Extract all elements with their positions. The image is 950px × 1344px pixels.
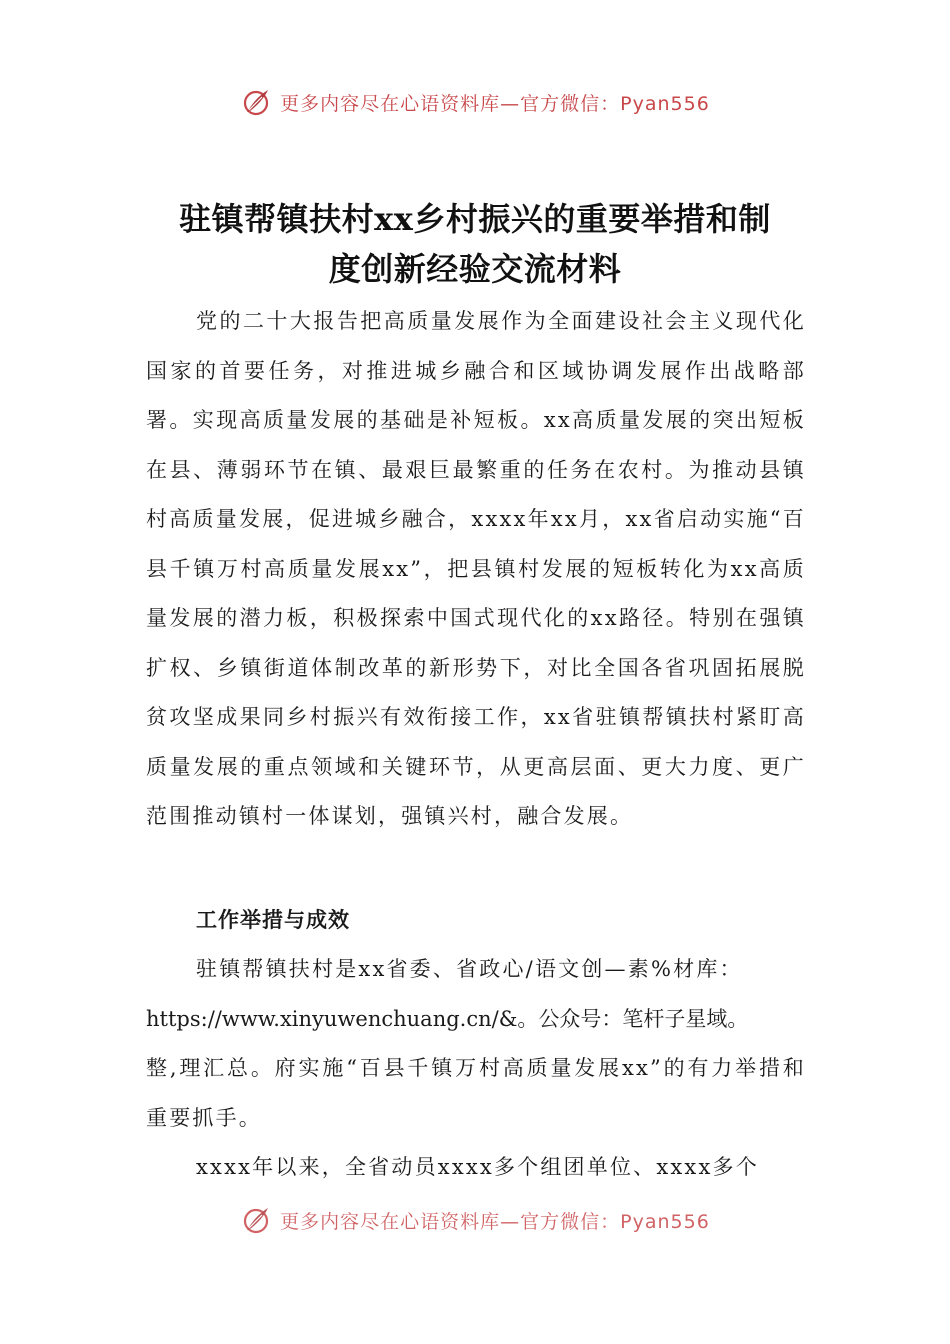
watermark-text: 更多内容尽在心语资料库—官方微信：Pyan556 xyxy=(280,1210,710,1233)
document-title xyxy=(130,194,820,294)
watermark-banner-top xyxy=(0,82,950,122)
paragraph-measures xyxy=(146,945,806,1143)
paragraph-measures-end: 整,理汇总。府实施“百县千镇万村高质量发展xx”的有力举措和重要抓手。 xyxy=(146,1056,806,1130)
paragraph-measures-url: https://www.xinyuwenchuang.cn/&。公众号：笔杆子星域。 xyxy=(146,1006,749,1031)
paragraph-measures-start: 驻镇帮镇扶村是xx省委、省政心/语文创—素%材库： xyxy=(196,957,743,981)
section-heading: 工作举措与成效 xyxy=(196,908,350,932)
paragraph-since-text: xxxx年以来，全省动员xxxx多个组团单位、xxxx多个 xyxy=(196,1155,759,1179)
watermark-text: 更多内容尽在心语资料库—官方微信：Pyan556 xyxy=(280,92,710,115)
paragraph-intro-text: 党的二十大报告把高质量发展作为全面建设社会主义现代化国家的首要任务，对推进城乡融合和区域协调发展作出战略部署。实现高质量发展的基础是补短板。xx高质量发展的突出短板在县、薄弱环节在镇、最艰巨最繁重的任务在农村。为推动县镇村高质量发展，促进城乡融合，xxxx年xx月，xx省启动实施“百县千镇万村高质量发展xx”，把县镇村发展的短板转化为xx高质量发展的潜力板，积极探索中国式现代化的xx路径。特别在强镇扩权、乡镇街道体制改革的新形势下，对比全国各省巩固拓展脱贫攻坚成果同乡村振兴有效衔接工作，xx省驻镇帮镇扶村紧盯高质量发展的重点领域和关键环节，从更高层面、更大力度、更广范围推动镇村一体谋划，强镇兴村，融合发展。 xyxy=(146,309,806,828)
paragraph-since xyxy=(146,1143,806,1193)
title-line-1: 驻镇帮镇扶村xx乡村振兴的重要举措和制 xyxy=(179,200,771,238)
title-line-2: 度创新经验交流材料 xyxy=(328,250,622,288)
quill-pen-circle-icon xyxy=(240,1204,272,1236)
quill-pen-circle-icon xyxy=(240,86,272,118)
paragraph-intro xyxy=(146,297,806,842)
watermark-banner-bottom xyxy=(0,1200,950,1240)
